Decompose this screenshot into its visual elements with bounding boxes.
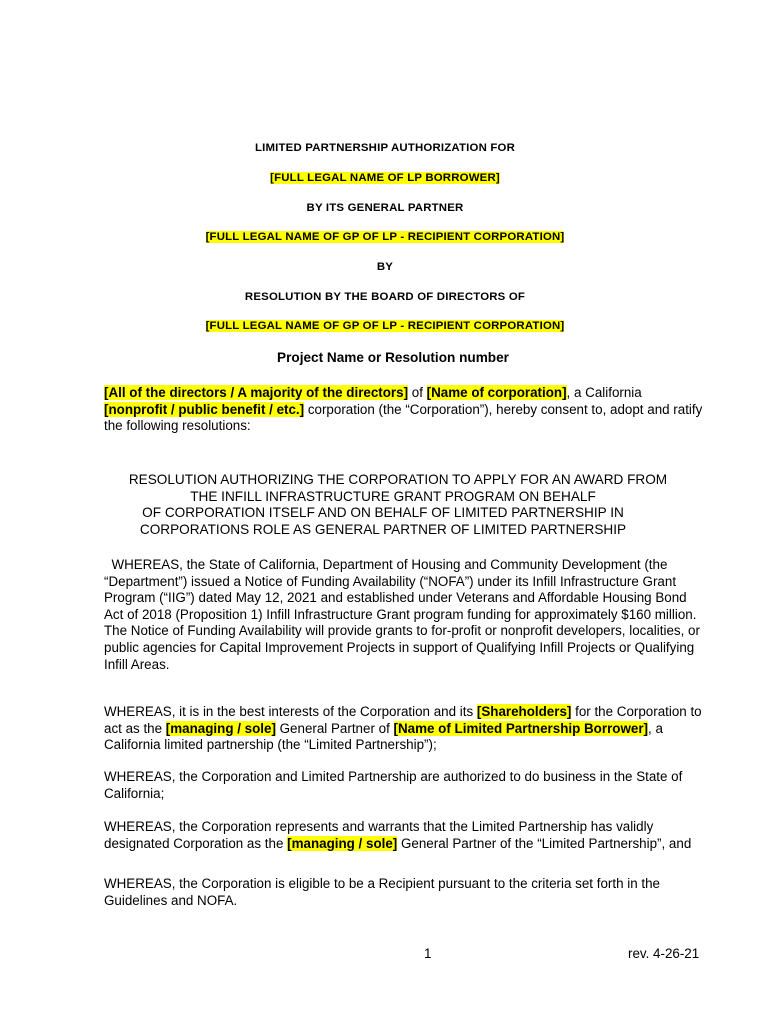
project-name: Project Name or Resolution number bbox=[277, 350, 509, 365]
whereas-department-nofa: WHEREAS, the State of California, Department of Housing and Community Development (the “Department”) issued a Notice of Funding Availability (“NOFA”) under its Infill Infrastructure Grant Program (“IIG”) dated May 12, 2021 and established under Veterans and Affordable Housing Bond Act of 2018 (Proposition 1) Infill Infrastructure Grant program funding for approximately $160 million. The Notice of Funding Availability will provide grants to for-profit or nonprofit developers, localities, or public agencies for Capital Improvement Projects in support of Qualifying Infill Projects or Qualifying Infill Areas. bbox=[104, 557, 700, 672]
text: WHEREAS, it is in the best interests of the Corporation and its bbox=[104, 704, 477, 719]
gp-name-placeholder-2 bbox=[0, 320, 770, 332]
partner-role-placeholder: [managing / sole] bbox=[287, 835, 398, 851]
text: corporation (the “Corporation”), hereby consent to, adopt and ratify the following resolutions: bbox=[104, 401, 703, 434]
highlight: [FULL LEGAL NAME OF LP BORROWER] bbox=[270, 172, 500, 184]
doc-title-line: LIMITED PARTNERSHIP AUTHORIZATION FOR bbox=[254, 142, 516, 154]
text: for the Corporation to act as the bbox=[104, 704, 702, 736]
resolution-title-line: CORPORATIONS ROLE AS GENERAL PARTNER OF LIMITED PARTNERSHIP bbox=[139, 521, 627, 537]
text: General Partner of bbox=[275, 720, 394, 736]
page-number: 1 bbox=[424, 946, 432, 961]
whereas-designated bbox=[104, 819, 704, 852]
resolution-title bbox=[0, 472, 770, 538]
lp-borrower-placeholder bbox=[0, 172, 770, 184]
text: , a California limited partnership (the “Limited Partnership”); bbox=[104, 720, 663, 753]
text: , a California bbox=[566, 385, 642, 400]
directors-placeholder: [All of the directors / A majority of the directors] bbox=[104, 385, 409, 400]
whereas-eligible: WHEREAS, the Corporation is eligible to be a Recipient pursuant to the criteria set forth in the Guidelines and NOFA. bbox=[104, 876, 660, 908]
corporation-name-placeholder: [Name of corporation] bbox=[426, 385, 567, 400]
whereas-best-interests bbox=[104, 704, 704, 754]
resolution-title-line: THE INFILL INFRASTRUCTURE GRANT PROGRAM ON BEHALF bbox=[190, 488, 596, 504]
highlight: [FULL LEGAL NAME OF GP OF LP - RECIPIENT CORPORATION] bbox=[205, 320, 565, 332]
by-line: BY bbox=[376, 261, 394, 273]
whereas-authorized: WHEREAS, the Corporation and Limited Partnership are authorized to do business in the State of California; bbox=[104, 769, 683, 801]
lp-name-placeholder: [Name of Limited Partnership Borrower] bbox=[393, 720, 648, 736]
text: General Partner of the “Limited Partnership”, and bbox=[397, 835, 692, 851]
resolution-title-line: RESOLUTION AUTHORIZING THE CORPORATION TO APPLY FOR AN AWARD FROM bbox=[128, 472, 668, 487]
gp-name-placeholder bbox=[0, 231, 770, 243]
partner-role-placeholder: [managing / sole] bbox=[165, 720, 276, 736]
revision-label: rev. 4-26-21 bbox=[628, 946, 700, 961]
highlight: [FULL LEGAL NAME OF GP OF LP - RECIPIENT CORPORATION] bbox=[205, 231, 565, 243]
text: of bbox=[408, 385, 427, 400]
shareholders-placeholder: [Shareholders] bbox=[476, 704, 572, 719]
text: WHEREAS, the Corporation represents and warrants that the Limited Partnership has validly designated Corporation as the bbox=[104, 819, 654, 851]
resolution-title-line: OF CORPORATION ITSELF AND ON BEHALF OF LIMITED PARTNERSHIP IN bbox=[142, 505, 624, 520]
intro-paragraph bbox=[104, 385, 704, 435]
general-partner-line: BY ITS GENERAL PARTNER bbox=[306, 202, 464, 214]
corporation-type-placeholder: [nonprofit / public benefit / etc.] bbox=[104, 401, 305, 417]
board-resolution-line: RESOLUTION BY THE BOARD OF DIRECTORS OF bbox=[244, 291, 526, 303]
